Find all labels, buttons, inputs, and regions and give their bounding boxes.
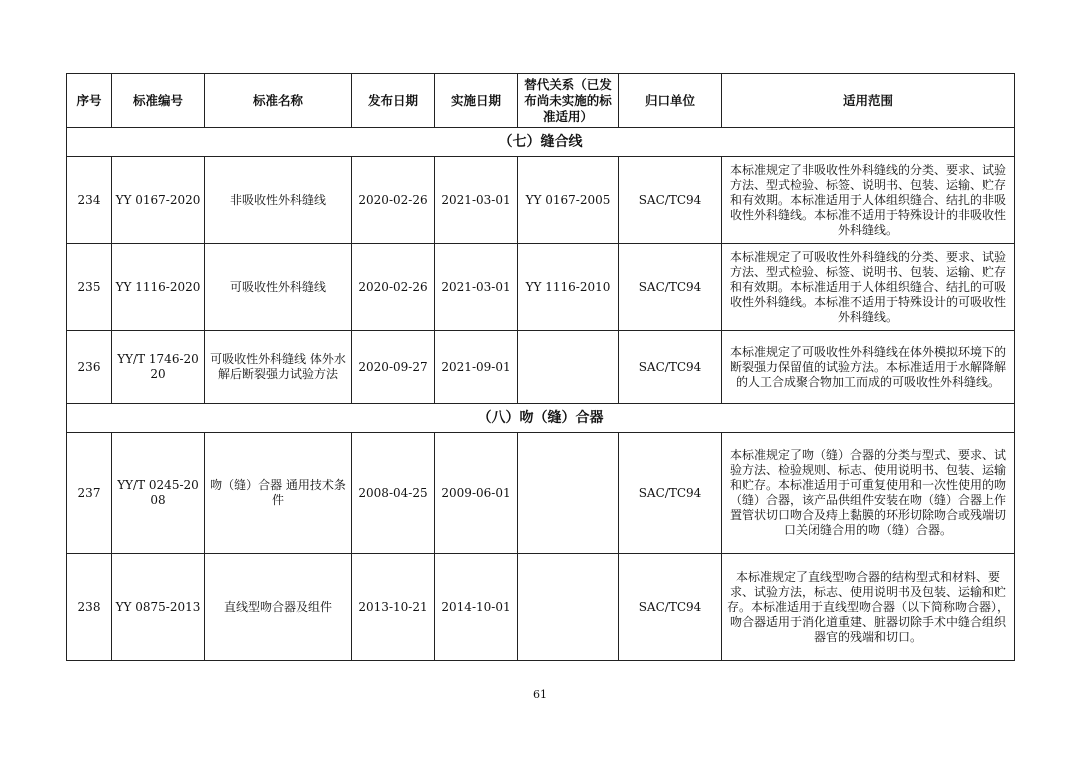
table-row [67, 331, 1015, 404]
section-title: （八）吻（缝）合器 [67, 404, 1015, 433]
cell-no: 236 [67, 331, 112, 404]
cell-replace: YY 0167-2005 [518, 157, 619, 244]
cell-impl-date: 2009-06-01 [435, 433, 518, 554]
header-no: 序号 [67, 74, 112, 128]
cell-code: YY 0875-2013 [112, 554, 205, 661]
cell-scope: 本标准规定了吻（缝）合器的分类与型式、要求、试验方法、检验规则、标志、使用说明书、包装、运输和贮存。本标准适用于可重复使用和一次性使用的吻（缝）合器，该产品供组件安装在吻（缝）合器上作置管状切口吻合及痔上黏膜的环形切除吻合或残端切口关闭缝合用的吻（缝）合器。 [722, 433, 1015, 554]
header-unit: 归口单位 [619, 74, 722, 128]
cell-name: 可吸收性外科缝线 体外水解后断裂强力试验方法 [205, 331, 352, 404]
table-row [67, 244, 1015, 331]
cell-no: 234 [67, 157, 112, 244]
cell-replace: YY 1116-2010 [518, 244, 619, 331]
cell-code: YY 1116-2020 [112, 244, 205, 331]
cell-pub-date: 2008-04-25 [352, 433, 435, 554]
table-header-row [67, 74, 1015, 128]
cell-name: 直线型吻合器及组件 [205, 554, 352, 661]
header-scope: 适用范围 [722, 74, 1015, 128]
cell-no: 238 [67, 554, 112, 661]
cell-name: 吻（缝）合器 通用技术条件 [205, 433, 352, 554]
header-pub-date: 发布日期 [352, 74, 435, 128]
cell-code: YY/T 1746-2020 [112, 331, 205, 404]
header-name: 标准名称 [205, 74, 352, 128]
cell-name: 可吸收性外科缝线 [205, 244, 352, 331]
cell-unit: SAC/TC94 [619, 433, 722, 554]
cell-pub-date: 2020-02-26 [352, 244, 435, 331]
cell-replace [518, 554, 619, 661]
header-impl-date: 实施日期 [435, 74, 518, 128]
cell-scope: 本标准规定了直线型吻合器的结构型式和材料、要求、试验方法，标志、使用说明书及包装、运输和贮存。本标准适用于直线型吻合器（以下简称吻合器），吻合器适用于消化道重建、脏器切除手术中缝合组织器官的残端和切口。 [722, 554, 1015, 661]
cell-unit: SAC/TC94 [619, 244, 722, 331]
table-row [67, 157, 1015, 244]
header-code: 标准编号 [112, 74, 205, 128]
page-number: 61 [533, 688, 547, 701]
cell-replace [518, 433, 619, 554]
cell-unit: SAC/TC94 [619, 331, 722, 404]
cell-scope: 本标准规定了可吸收性外科缝线的分类、要求、试验方法、型式检验、标签、说明书、包装、运输、贮存和有效期。本标准适用于人体组织缝合、结扎的可吸收性外科缝线。本标准不适用于特殊设计的可吸收性外科缝线。 [722, 244, 1015, 331]
cell-code: YY 0167-2020 [112, 157, 205, 244]
cell-impl-date: 2021-03-01 [435, 244, 518, 331]
cell-scope: 本标准规定了可吸收性外科缝线在体外模拟环境下的断裂强力保留值的试验方法。本标准适用于水解降解的人工合成聚合物加工而成的可吸收性外科缝线。 [722, 331, 1015, 404]
cell-unit: SAC/TC94 [619, 554, 722, 661]
cell-pub-date: 2020-09-27 [352, 331, 435, 404]
cell-scope: 本标准规定了非吸收性外科缝线的分类、要求、试验方法、型式检验、标签、说明书、包装、运输、贮存和有效期。本标准适用于人体组织缝合、结扎的非吸收性外科缝线。本标准不适用于特殊设计的非吸收性外科缝线。 [722, 157, 1015, 244]
cell-impl-date: 2014-10-01 [435, 554, 518, 661]
section-row [67, 404, 1015, 433]
section-title: （七）缝合线 [67, 128, 1015, 157]
table-row [67, 433, 1015, 554]
header-replace: 替代关系（已发布尚未实施的标准适用） [518, 74, 619, 128]
cell-code: YY/T 0245-2008 [112, 433, 205, 554]
cell-impl-date: 2021-09-01 [435, 331, 518, 404]
cell-replace [518, 331, 619, 404]
cell-name: 非吸收性外科缝线 [205, 157, 352, 244]
cell-pub-date: 2020-02-26 [352, 157, 435, 244]
cell-no: 235 [67, 244, 112, 331]
cell-pub-date: 2013-10-21 [352, 554, 435, 661]
cell-unit: SAC/TC94 [619, 157, 722, 244]
section-row [67, 128, 1015, 157]
cell-impl-date: 2021-03-01 [435, 157, 518, 244]
cell-no: 237 [67, 433, 112, 554]
standards-table [66, 73, 1015, 661]
table-row [67, 554, 1015, 661]
